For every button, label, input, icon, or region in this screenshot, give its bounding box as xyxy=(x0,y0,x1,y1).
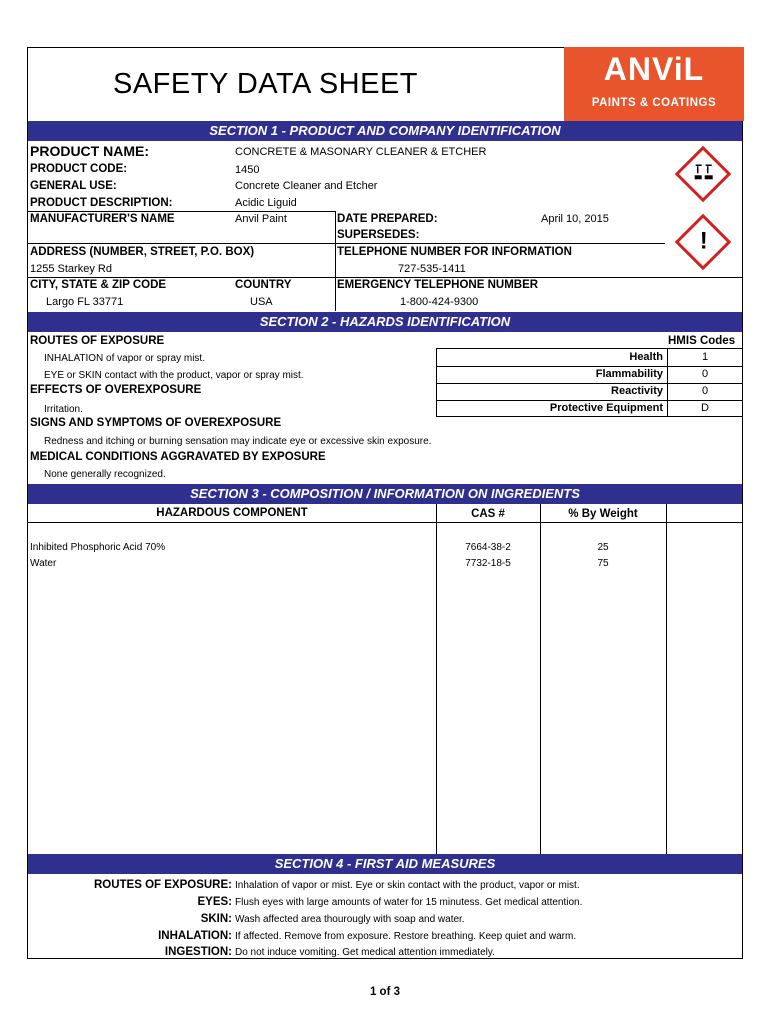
product-description-label: PRODUCT DESCRIPTION: xyxy=(30,197,173,209)
section4-heading: SECTION 4 - FIRST AID MEASURES xyxy=(28,854,742,874)
date-prepared-value: April 10, 2015 xyxy=(541,213,609,225)
exclamation-pictogram-icon: ! xyxy=(675,214,732,271)
anvil-logo xyxy=(564,47,744,121)
date-prepared-label: DATE PREPARED: xyxy=(337,213,438,225)
section3-heading: SECTION 3 - COMPOSITION / INFORMATION ON INGREDIENTS xyxy=(28,484,742,504)
address-value: 1255 Starkey Rd xyxy=(30,263,112,275)
first-aid-label: SKIN: xyxy=(200,913,232,925)
product-description-value: Acidic Liguid xyxy=(235,197,297,209)
first-aid-label: ROUTES OF EXPOSURE: xyxy=(93,879,232,891)
col-cas: CAS # xyxy=(471,508,505,520)
first-aid-text: Flush eyes with large amounts of water for 15 minutess. Get medical attention. xyxy=(235,897,583,908)
hmis-reactivity-label: Reactivity xyxy=(611,385,663,397)
hmis-title: HMIS Codes xyxy=(668,335,736,347)
medical-label: MEDICAL CONDITIONS AGGRAVATED BY EXPOSURE xyxy=(30,451,326,463)
hmis-flammability-value: 0 xyxy=(701,368,709,380)
first-aid-text: Inhalation of vapor or mist. Eye or skin contact with the product, vapor or mist. xyxy=(235,880,580,891)
document-title: SAFETY DATA SHEET xyxy=(113,68,419,100)
general-use-label: GENERAL USE: xyxy=(30,180,117,192)
hmis-health-value: 1 xyxy=(701,351,709,363)
component-weight: 75 xyxy=(597,558,609,569)
routes-label: ROUTES OF EXPOSURE xyxy=(30,335,165,347)
country-label: COUNTRY xyxy=(235,279,292,291)
first-aid-label: INHALATION: xyxy=(158,930,232,942)
logo-tagline: PAINTS & COATINGS xyxy=(591,97,717,109)
col-weight: % By Weight xyxy=(568,508,638,520)
address-label: ADDRESS (NUMBER, STREET, P.O. BOX) xyxy=(30,246,255,258)
component-name: Inhibited Phosphoric Acid 70% xyxy=(30,542,166,553)
general-use-value: Concrete Cleaner and Etcher xyxy=(235,180,378,192)
medical-value: None generally recognized. xyxy=(44,469,166,480)
signs-value: Redness and itching or burning sensation may indicate eye or excessive skin exposure. xyxy=(44,436,432,447)
emergency-value: 1-800-424-9300 xyxy=(400,296,479,308)
hmis-reactivity-value: 0 xyxy=(701,385,709,397)
first-aid-text: Do not induce vomiting. Get medical attention immediately. xyxy=(235,947,495,958)
page-number: 1 of 3 xyxy=(369,986,401,998)
routes-line-2: EYE or SKIN contact with the product, vapor or spray mist. xyxy=(44,370,304,381)
first-aid-text: Wash affected area thourougly with soap and water. xyxy=(235,914,465,925)
effects-value: Irritation. xyxy=(44,404,83,415)
first-aid-label: INGESTION: xyxy=(164,946,232,958)
city-value: Largo FL 33771 xyxy=(46,296,124,308)
component-weight: 25 xyxy=(597,542,609,553)
corrosive-pictogram-icon xyxy=(675,146,732,203)
component-cas: 7732-18-5 xyxy=(465,558,511,569)
component-name: Water xyxy=(30,558,57,569)
telephone-value: 727-535-1411 xyxy=(398,263,466,275)
section1-heading: SECTION 1 - PRODUCT AND COMPANY IDENTIFICATION xyxy=(28,121,742,141)
product-code-value: 1450 xyxy=(235,164,260,176)
hmis-flammability-label: Flammability xyxy=(595,368,663,380)
city-label: CITY, STATE & ZIP CODE xyxy=(30,279,167,291)
product-name-label: PRODUCT NAME: xyxy=(30,143,149,159)
country-value: USA xyxy=(250,296,273,308)
routes-line-1: INHALATION of vapor or spray mist. xyxy=(44,353,205,364)
section2-heading: SECTION 2 - HAZARDS IDENTIFICATION xyxy=(28,312,742,332)
supersedes-label: SUPERSEDES: xyxy=(337,229,420,241)
hmis-health-label: Health xyxy=(629,351,663,363)
product-name-value: CONCRETE & MASONARY CLEANER & ETCHER xyxy=(235,146,487,158)
effects-label: EFFECTS OF OVEREXPOSURE xyxy=(30,384,202,396)
manufacturer-label: MANUFACTURER'S NAME xyxy=(30,213,175,225)
col-hazardous-component: HAZARDOUS COMPONENT xyxy=(156,507,308,519)
logo-wordmark: ANViL xyxy=(603,51,705,87)
signs-label: SIGNS AND SYMPTOMS OF OVEREXPOSURE xyxy=(30,417,282,429)
component-cas: 7664-38-2 xyxy=(465,542,511,553)
product-code-label: PRODUCT CODE: xyxy=(30,163,128,175)
manufacturer-value: Anvil Paint xyxy=(235,213,287,225)
first-aid-text: If affected. Remove from exposure. Restore breathing. Keep quiet and warm. xyxy=(235,931,577,942)
sds-sheet xyxy=(27,47,743,959)
telephone-label: TELEPHONE NUMBER FOR INFORMATION xyxy=(337,246,572,258)
hmis-protective-value: D xyxy=(701,402,709,414)
first-aid-label: EYES: xyxy=(197,896,232,908)
emergency-label: EMERGENCY TELEPHONE NUMBER xyxy=(337,279,539,291)
hmis-protective-label: Protective Equipment xyxy=(549,402,663,414)
